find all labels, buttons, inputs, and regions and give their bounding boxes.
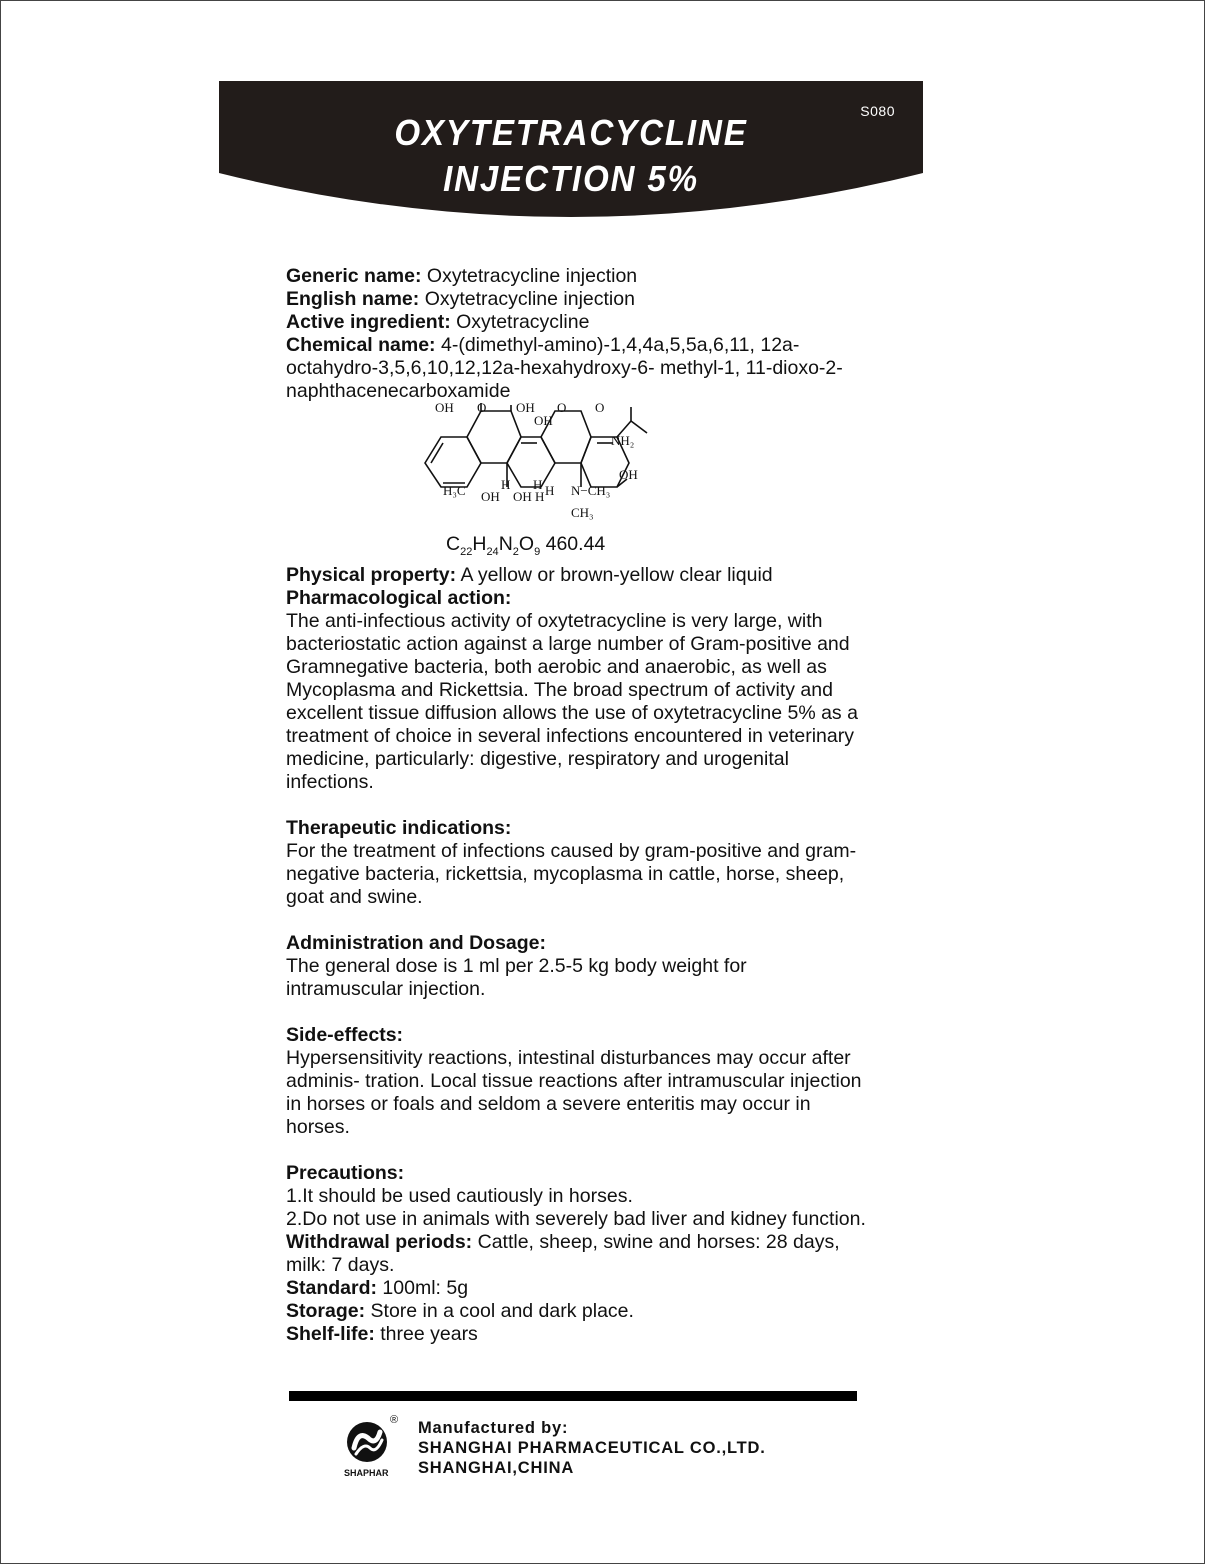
- standard-value: 100ml: 5g: [377, 1276, 469, 1299]
- struct-o-1: O: [477, 403, 487, 415]
- english-name-row: [286, 288, 866, 311]
- side-effects-heading: Side-effects:: [286, 1023, 404, 1046]
- struct-h-4: H: [545, 483, 555, 498]
- struct-h3c: H₃C: [443, 483, 466, 498]
- formula-n: N: [498, 533, 513, 555]
- shelf-life-row: [286, 1323, 866, 1346]
- formula-o: O: [518, 533, 535, 555]
- chemical-structure: [286, 403, 866, 533]
- struct-o-2: O: [557, 403, 567, 415]
- active-ingredient-value: Oxytetracycline: [450, 311, 590, 333]
- formula-c: C: [446, 533, 461, 555]
- precaution-item-1: 1.It should be used cautiously in horses.: [286, 1184, 633, 1207]
- struct-nh2: NH₂: [611, 433, 635, 448]
- generic-name-label: Generic name:: [286, 265, 422, 287]
- generic-name-row: [286, 265, 866, 288]
- active-ingredient-label: Active ingredient:: [286, 311, 451, 333]
- formula-o-sub: 9: [534, 545, 541, 558]
- footer-divider: [289, 1391, 857, 1401]
- struct-h-3: H: [535, 489, 545, 504]
- pharmacological-action-text: The anti-infectious activity of oxytetracycline is very large, with bacteriostatic action against a large number of Gram-positive and Gramnegative bacteria, both aerobic and anaerobic, as well as Mycoplasma and Rickettsia. The broad spectrum of activity and excellent tissue diffusion allows the use of oxytetracycline 5% as a treatment of choice in several infections encountered in veterinary medicine, particularly: digestive, respiratory and urogenital infections.: [286, 609, 858, 793]
- chemical-name-value: 4-(dimethyl-amino)-1,4,4a,5,5a,6,11, 12a-octahydro-3,5,6,10,12,12a-hexahydroxy-6- methyl-1, 11-dioxo-2-naphthacenecarboxamide: [286, 334, 843, 402]
- chemical-name-row: [286, 334, 866, 403]
- struct-h-1: H: [501, 477, 511, 492]
- active-ingredient-row: [286, 311, 866, 334]
- standard-label: Standard:: [286, 1276, 378, 1299]
- formula-c-sub: 22: [460, 545, 473, 558]
- generic-name-value: Oxytetracycline injection: [421, 265, 638, 287]
- withdrawal-periods-label: Withdrawal periods:: [286, 1230, 473, 1253]
- formula-h-sub: 24: [486, 545, 499, 558]
- struct-oh-3: OH: [534, 413, 553, 428]
- physical-property-label: Physical property:: [286, 563, 457, 586]
- physical-property-value: A yellow or brown-yellow clear liquid: [456, 563, 773, 586]
- chemical-name-label: Chemical name:: [286, 334, 436, 356]
- side-effects-text: Hypersensitivity reactions, intestinal disturbances may occur after adminis- tration. Local tissue reactions after intramuscular injection in horses or foals and seldom a severe enteritis may occur in horses.: [286, 1046, 862, 1138]
- shelf-life-label: Shelf-life:: [286, 1322, 375, 1345]
- manufacturer-name: SHANGHAI PHARMACEUTICAL CO.,LTD.: [418, 1439, 766, 1457]
- physical-property-row: [286, 564, 866, 587]
- administration-dosage-text: The general dose is 1 ml per 2.5-5 kg body weight for intramuscular injection.: [286, 954, 747, 1000]
- molecular-formula: [286, 533, 866, 564]
- header-banner: [219, 81, 923, 226]
- pharmacological-action-heading: Pharmacological action:: [286, 586, 512, 609]
- therapeutic-indications-text: For the treatment of infections caused by gram-positive and gram-negative bacteria, rickettsia, mycoplasma in cattle, horse, sheep, goat and swine.: [286, 839, 857, 908]
- english-name-value: Oxytetracycline injection: [419, 288, 635, 310]
- withdrawal-periods-value: Cattle, sheep, swine and horses: 28 days, milk: 7 days.: [286, 1230, 840, 1276]
- manufacturer-location: SHANGHAI,CHINA: [418, 1459, 575, 1477]
- registered-mark: ®: [390, 1414, 399, 1426]
- struct-oh-6: OH: [513, 489, 532, 504]
- storage-row: [286, 1300, 866, 1323]
- shelf-life-value: three years: [374, 1322, 478, 1345]
- formula-h: H: [472, 533, 487, 555]
- standard-row: [286, 1277, 866, 1300]
- formula-n-sub: 2: [512, 545, 519, 558]
- structure-drawing: [421, 403, 661, 533]
- title-line-1: OXYTETRACYCLINE: [394, 112, 748, 153]
- molecular-weight: 460.44: [540, 533, 606, 555]
- struct-ch3: CH₃: [571, 505, 594, 520]
- therapeutic-indications-heading: Therapeutic indications:: [286, 816, 512, 839]
- manufacturer-block: [418, 1418, 766, 1478]
- english-name-label: English name:: [286, 288, 420, 310]
- precaution-item-2: 2.Do not use in animals with severely bad liver and kidney function.: [286, 1207, 866, 1230]
- struct-oh-5: OH: [481, 489, 500, 504]
- label-content: [286, 265, 866, 1346]
- struct-oh-4: OH: [619, 467, 638, 482]
- precautions-heading: Precautions:: [286, 1161, 405, 1184]
- product-code: S080: [860, 103, 895, 119]
- administration-dosage-heading: Administration and Dosage:: [286, 931, 547, 954]
- logo-text: SHAPHAR: [344, 1468, 389, 1478]
- struct-o-3: O: [595, 403, 605, 415]
- storage-label: Storage:: [286, 1299, 366, 1322]
- struct-oh-2: OH: [516, 403, 535, 415]
- struct-n-ch3: N−CH₃: [571, 483, 611, 498]
- struct-h-2: H: [533, 477, 543, 492]
- manufactured-by-label: Manufactured by:: [418, 1419, 569, 1437]
- withdrawal-periods-row: [286, 1231, 866, 1277]
- title-line-2: INJECTION 5%: [443, 158, 699, 199]
- struct-oh-1: OH: [435, 403, 454, 415]
- storage-value: Store in a cool and dark place.: [365, 1299, 634, 1322]
